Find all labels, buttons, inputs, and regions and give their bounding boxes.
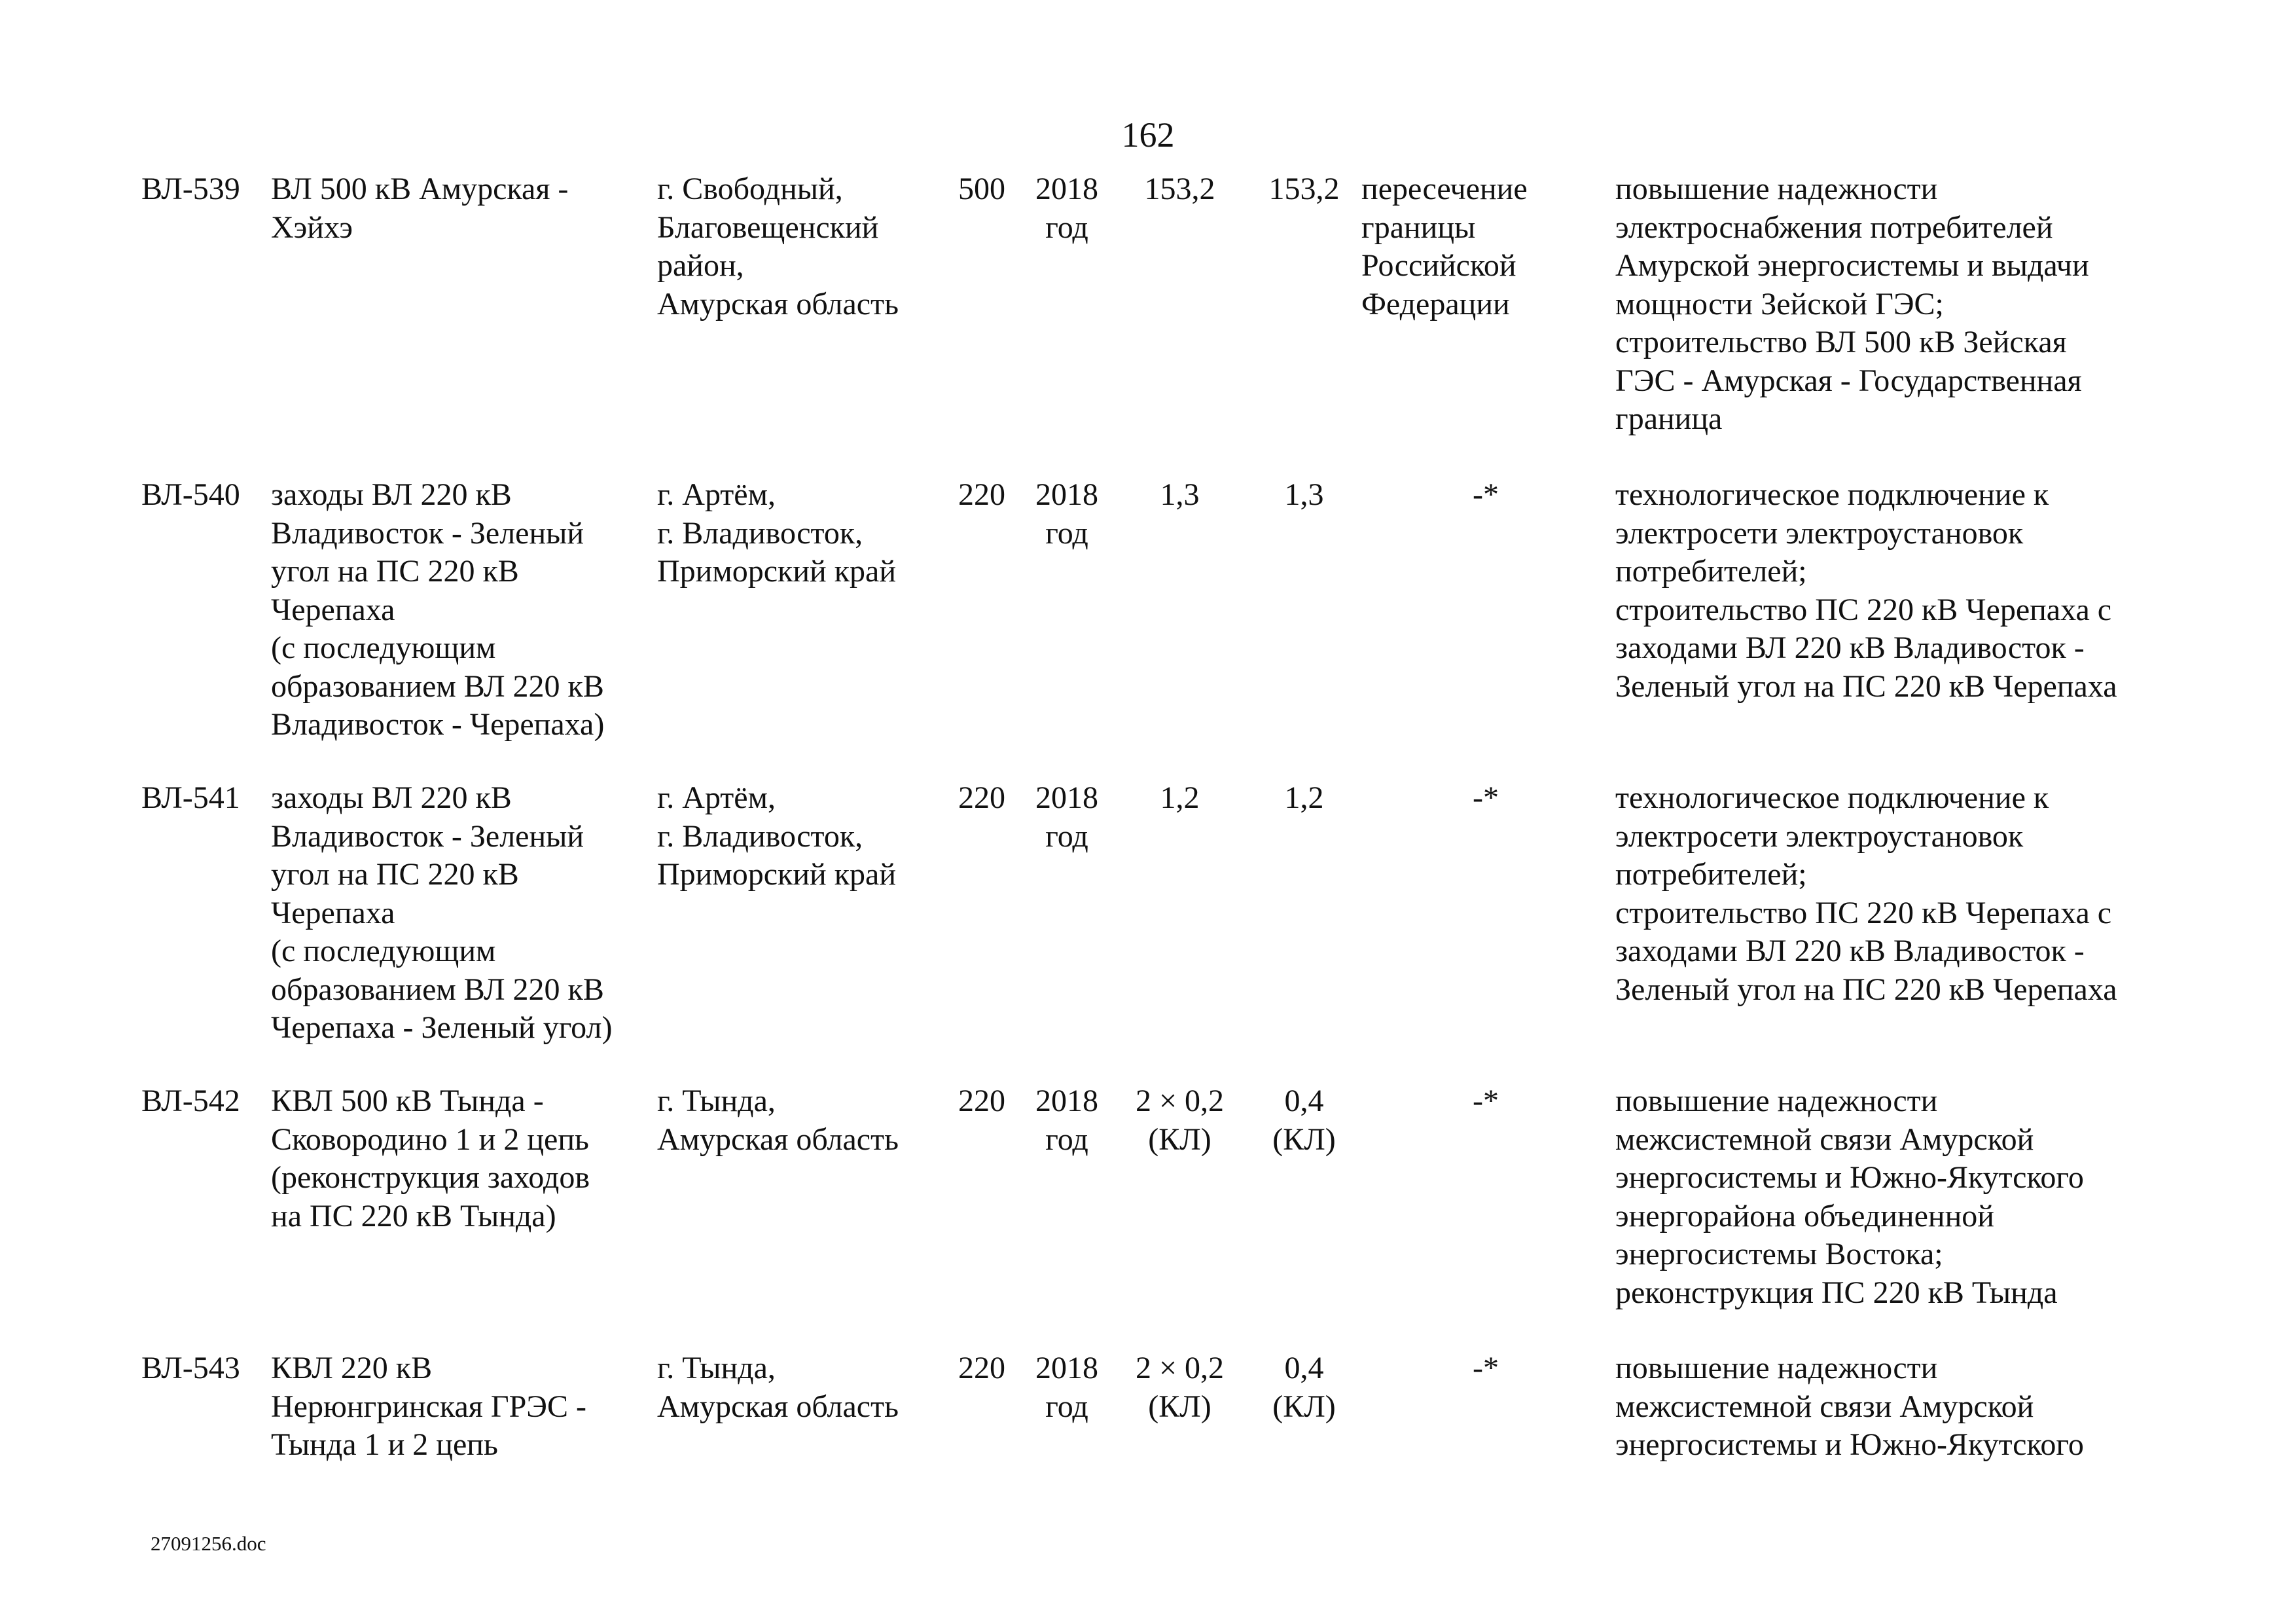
line-name: заходы ВЛ 220 кВ Владивосток - Зеленый угол на ПС 220 кВ Черепаха (с последующим образованием ВЛ 220 кВ Владивосток - Черепаха) [271, 477, 605, 742]
line-name: КВЛ 500 кВ Тында - Сковородино 1 и 2 цепь (реконструкция заходов на ПС 220 кВ Тында) [271, 1084, 590, 1233]
purpose: технологическое подключение к электросети электроустановок потребителей; строительство ПС 220 кВ Черепаха с заходами ВЛ 220 кВ Владивосток - Зеленый угол на ПС 220 кВ Черепаха [1615, 477, 2117, 704]
note: -* [1473, 477, 1499, 512]
note: -* [1473, 1084, 1499, 1118]
location: г. Артём, г. Владивосток, Приморский край [657, 477, 897, 589]
length-total: 2 × 0,2 (КЛ) [1135, 1084, 1225, 1157]
row-code: ВЛ-543 [141, 1351, 240, 1385]
voltage: 220 [958, 1084, 1005, 1118]
row-code: ВЛ-539 [141, 172, 240, 206]
year: 2018 год [1035, 477, 1098, 551]
row-code: ВЛ-542 [141, 1084, 240, 1118]
length-other: 0,4 (КЛ) [1272, 1351, 1336, 1424]
location: г. Тында, Амурская область [657, 1084, 899, 1157]
year: 2018 год [1035, 780, 1098, 854]
purpose: повышение надежности межсистемной связи Амурской энергосистемы и Южно-Якутского [1615, 1351, 2084, 1462]
length-total: 1,3 [1160, 477, 1200, 512]
note: -* [1473, 1351, 1499, 1385]
row-code: ВЛ-541 [141, 780, 240, 815]
year: 2018 год [1035, 1084, 1098, 1157]
location: г. Артём, г. Владивосток, Приморский край [657, 780, 897, 892]
purpose: повышение надежности межсистемной связи Амурской энергосистемы и Южно-Якутского энергорайона объединенной энергосистемы Востока; реконструкция ПС 220 кВ Тында [1615, 1084, 2084, 1310]
length-other: 0,4 (КЛ) [1272, 1084, 1336, 1157]
line-name: заходы ВЛ 220 кВ Владивосток - Зеленый угол на ПС 220 кВ Черепаха (с последующим образованием ВЛ 220 кВ Черепаха - Зеленый угол) [271, 780, 613, 1045]
length-other: 1,2 [1284, 780, 1324, 815]
length-other: 1,3 [1284, 477, 1324, 512]
line-name: ВЛ 500 кВ Амурская - Хэйхэ [271, 172, 569, 245]
voltage: 220 [958, 1351, 1005, 1385]
page-number: 162 [1121, 115, 1175, 155]
line-name: КВЛ 220 кВ Нерюнгринская ГРЭС - Тында 1 и 2 цепь [271, 1351, 586, 1462]
length-total: 153,2 [1144, 172, 1215, 206]
location: г. Свободный, Благовещенский район, Амурская область [657, 172, 899, 321]
note: пересечение границы Российской Федерации [1361, 172, 1528, 321]
voltage: 220 [958, 780, 1005, 815]
voltage: 220 [958, 477, 1005, 512]
length-other: 153,2 [1268, 172, 1340, 206]
year: 2018 год [1035, 172, 1098, 245]
footer-filename: 27091256.doc [151, 1532, 266, 1555]
length-total: 2 × 0,2 (КЛ) [1135, 1351, 1225, 1424]
purpose: технологическое подключение к электросети электроустановок потребителей; строительство ПС 220 кВ Черепаха с заходами ВЛ 220 кВ Владивосток - Зеленый угол на ПС 220 кВ Черепаха [1615, 780, 2117, 1007]
note: -* [1473, 780, 1499, 815]
voltage: 500 [958, 172, 1005, 206]
location: г. Тында, Амурская область [657, 1351, 899, 1424]
row-code: ВЛ-540 [141, 477, 240, 512]
year: 2018 год [1035, 1351, 1098, 1424]
purpose: повышение надежности электроснабжения потребителей Амурской энергосистемы и выдачи мощности Зейской ГЭС; строительство ВЛ 500 кВ Зейская ГЭС - Амурская - Государственная граница [1615, 172, 2089, 436]
length-total: 1,2 [1160, 780, 1200, 815]
